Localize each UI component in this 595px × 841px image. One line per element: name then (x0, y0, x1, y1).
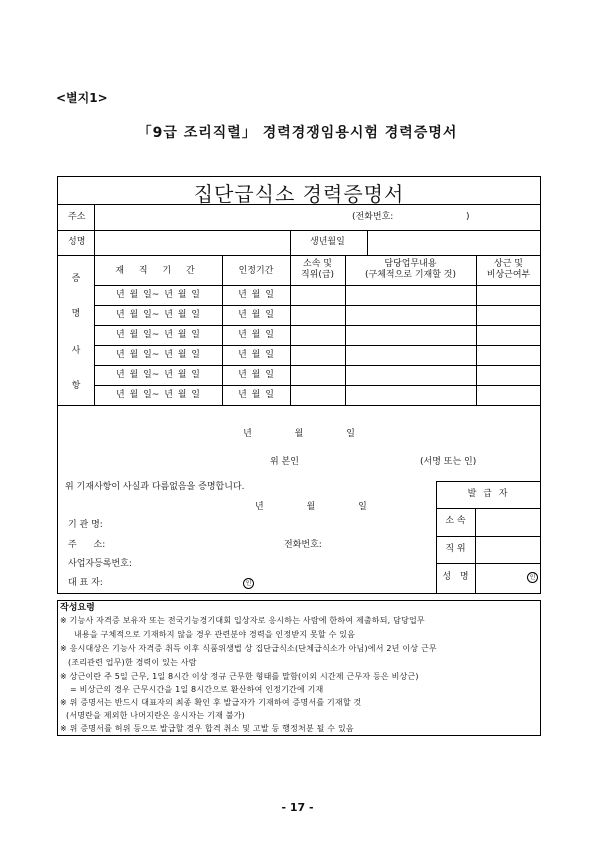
recognized-header: 인정기간 (238, 266, 274, 276)
divider (94, 365, 541, 366)
fulltime-header-sub: 비상근여부 (486, 270, 531, 280)
divider (436, 563, 541, 564)
certify-text: 위 기재사항이 사실과 다름없음을 증명합니다. (65, 482, 245, 492)
note-line: ※ 기능사 자격증 보유자 또는 전국기능경기대회 입상자로 응시하는 사람에 한하여 제출하되, 담당업무 (60, 616, 425, 625)
table-row-recognized: 년 월 일 (238, 370, 274, 380)
issuer-position-label: 직 위 (445, 544, 466, 554)
issuer-date: 년 월 일 (255, 502, 367, 512)
table-row-period: 년 월 일~ 년 월 일 (115, 390, 200, 400)
table-row-period: 년 월 일~ 년 월 일 (115, 370, 200, 380)
issuer-seal-icon[interactable]: 인 (527, 572, 538, 583)
affiliation-header: 소속 및 (303, 259, 332, 269)
divider (475, 508, 476, 594)
address-label: 주소 (68, 212, 86, 222)
org-phone-label: 전화번호: (284, 540, 322, 550)
proof-label-char: 명 (71, 309, 81, 319)
address-field[interactable] (96, 206, 346, 228)
phone-suffix: ) (466, 212, 470, 222)
business-number-label: 사업자등록번호: (68, 559, 132, 569)
note-line: ※ 위 증명서를 허위 등으로 발급할 경우 합격 취소 및 고발 등 행정처분 될 수 있음 (60, 724, 354, 733)
birth-field[interactable] (369, 232, 539, 253)
issuer-affiliation-label: 소 속 (445, 516, 466, 526)
proof-label-char: 사 (71, 346, 81, 356)
issuer-affiliation-field[interactable] (477, 510, 539, 534)
proof-label-char: 증 (71, 274, 81, 284)
divider (57, 230, 541, 231)
org-address-label: 주 소: (68, 540, 106, 550)
table-row-recognized: 년 월 일 (238, 310, 274, 320)
table-row-period: 년 월 일~ 년 월 일 (115, 330, 200, 340)
table-row-period: 년 월 일~ 년 월 일 (115, 310, 200, 320)
proof-label-char: 항 (71, 381, 81, 391)
divider (436, 508, 541, 509)
divider (290, 230, 291, 255)
divider (57, 405, 541, 406)
note-line: = 비상근의 경우 근무시간을 1일 8시간으로 환산하여 인정기간에 기재 (70, 685, 324, 694)
representative-seal-icon[interactable]: 인 (243, 578, 254, 589)
note-line: (조리관련 업무)한 경력이 있는 사람 (68, 658, 197, 667)
table-row-recognized: 년 월 일 (238, 350, 274, 360)
note-line: ※ 상근이란 주 5일 근무, 1일 8시간 이상 정규 근무한 형태를 말함(이외 시간제 근무자 등은 비상근) (60, 672, 419, 681)
document-title: 「9급 조리직렬」 경력경쟁임용시험 경력증명서 (137, 125, 458, 141)
name-field[interactable] (96, 232, 288, 253)
note-line: (서명란을 제외한 나머지란은 응시자는 기재 불가) (66, 711, 245, 720)
applicant-sign[interactable]: (서명 또는 인) (420, 457, 477, 467)
phone-prefix: (전화번호: (352, 212, 394, 222)
divider (94, 345, 541, 346)
applicant-date: 년 월 일 (243, 429, 355, 439)
table-row-recognized: 년 월 일 (238, 390, 274, 400)
note-line: 내용을 구체적으로 기재하지 않을 경우 관련분야 경력을 인정받지 못할 수 있음 (74, 630, 356, 639)
table-row-recognized: 년 월 일 (238, 290, 274, 300)
divider (436, 536, 541, 537)
issuer-position-field[interactable] (477, 538, 539, 562)
agency-label: 기 관 명: (68, 520, 103, 530)
note-line: ※ 위 증명서는 반드시 대표자의 최종 확인 후 발급자가 기재하여 증명서를 기재할 것 (60, 698, 362, 707)
notes-title: 작성요령 (60, 603, 95, 613)
birth-label: 생년월일 (310, 237, 345, 247)
divider (94, 305, 541, 306)
annex-label: <별지1> (56, 91, 108, 105)
divider (94, 325, 541, 326)
divider (94, 385, 541, 386)
name-label: 성명 (68, 237, 86, 247)
divider (57, 255, 541, 256)
divider (367, 230, 368, 255)
duty-header: 담당업무내용 (384, 259, 437, 269)
page-number: - 17 - (281, 801, 314, 814)
duty-header-sub: (구체적으로 기재할 것) (365, 270, 456, 280)
applicant-self: 위 본인 (270, 457, 299, 467)
phone-field[interactable] (395, 206, 465, 228)
divider (94, 204, 95, 255)
period-header: 재 직 기 간 (115, 266, 201, 276)
divider (94, 285, 541, 286)
table-row-period: 년 월 일~ 년 월 일 (115, 350, 200, 360)
issuer-box-title: 발 급 자 (467, 489, 510, 499)
representative-label: 대 표 자: (68, 578, 103, 588)
note-line: ※ 응시대상은 기능사 자격증 취득 이후 식품위생법 상 집단급식소(단체급식소가 아님)에서 2년 이상 근무 (60, 644, 437, 653)
divider (57, 204, 541, 205)
table-row-period: 년 월 일~ 년 월 일 (115, 290, 200, 300)
table-row-recognized: 년 월 일 (238, 330, 274, 340)
form-title: 집단급식소 경력증명서 (193, 182, 405, 206)
affiliation-header-sub: 직위(급) (300, 270, 335, 280)
issuer-name-label: 성 명 (442, 572, 469, 582)
fulltime-header: 상근 및 (494, 259, 523, 269)
